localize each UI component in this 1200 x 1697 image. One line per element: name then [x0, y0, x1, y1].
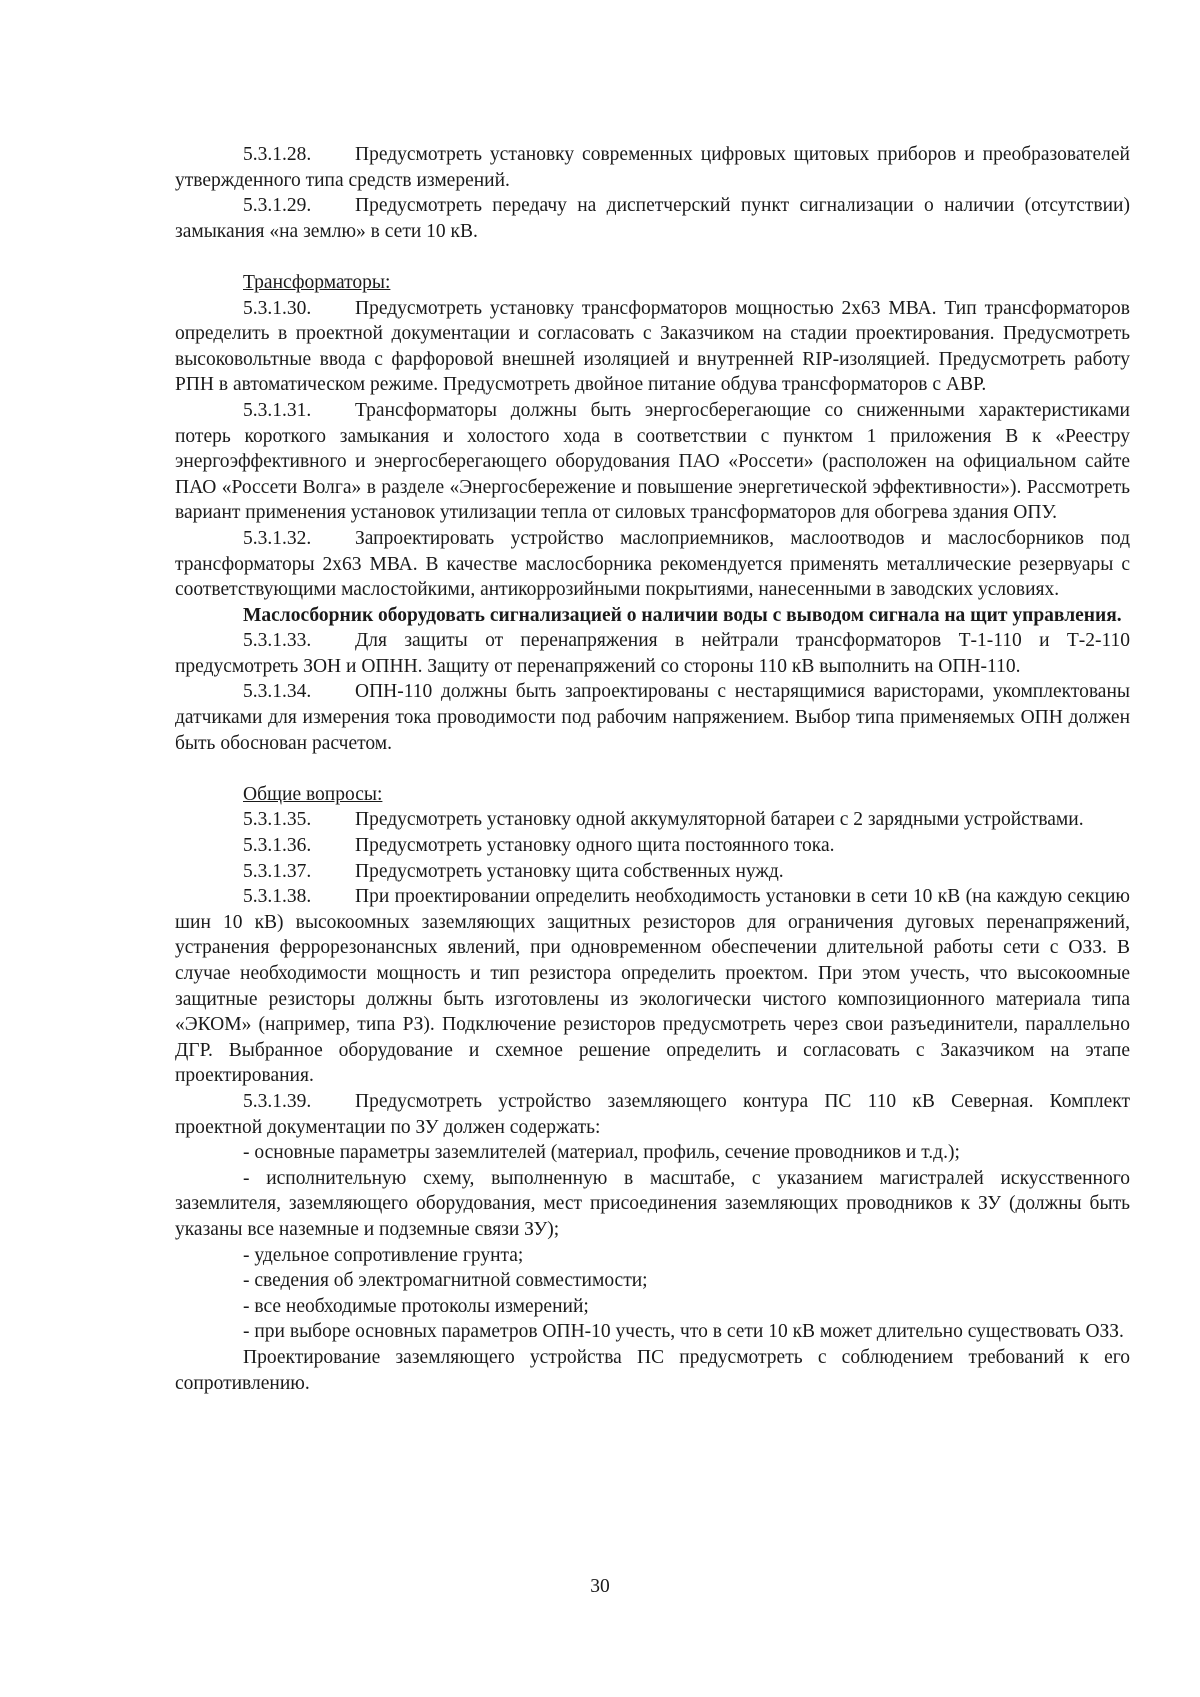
clause-text: Предусмотреть установку щита собственных нужд.: [355, 860, 784, 882]
clause-text: При проектировании определить необходимость установки в сети 10 кВ (на каждую секцию шин 10 кВ) высокоомных заземляющих защитных резисторов для ограничения дуговых перенапряжений, устранения феррорезонансных явлений, при одновременном обеспечении длительной работы сети с ОЗЗ. В случае необходимости мощность и тип резистора определить проектом. При этом учесть, что высокоомные защитные резисторы должны быть изготовлены из экологически чистого композиционного материала типа «ЭКОМ» (например, типа РЗ). Подключение резисторов предусмотреть через свои разъединители, параллельно ДГР. Выбранное оборудование и схемное решение определить и согласовать с Заказчиком на этапе проектирования.: [175, 886, 1130, 1087]
clause-number: 5.3.1.31.: [243, 399, 312, 421]
clause-5-3-1-39: [175, 1089, 1130, 1140]
clause-number: 5.3.1.37.: [243, 860, 312, 882]
page-number: 30: [590, 1576, 610, 1597]
spacer: [175, 244, 1130, 270]
clause-5-3-1-35: [175, 807, 1130, 833]
clause-text: Предусмотреть установку современных цифровых щитовых приборов и преобразователей утвержденного типа средств измерений.: [175, 144, 1130, 191]
document-body: [175, 142, 1130, 1396]
clause-number: 5.3.1.34.: [243, 681, 312, 703]
bold-note-oil-collector: Маслосборник оборудовать сигнализацией о наличии воды с выводом сигнала на щит управления.: [243, 604, 1122, 626]
clause-text: Предусмотреть устройство заземляющего контура ПС 110 кВ Северная. Комплект проектной документации по ЗУ должен содержать:: [175, 1090, 1130, 1138]
clause-number: 5.3.1.28.: [243, 144, 312, 165]
clause-text: Предусмотреть установку одной аккумуляторной батареи с 2 зарядными устройствами.: [355, 809, 1084, 831]
clause-text: Предусмотреть установку одного щита постоянного тока.: [355, 835, 835, 857]
clause-5-3-1-32: [175, 526, 1130, 603]
clause-5-3-1-28: [175, 142, 1130, 193]
clause-number: 5.3.1.30.: [243, 297, 312, 319]
clause-text: Трансформаторы должны быть энергосберегающие со сниженными характеристиками потерь короткого замыкания и холостого хода в соответствии с пунктом 1 приложения В к «Реестру энергоэффективного и энергосберегающего оборудования ПАО «Россети» (расположен на официальном сайте ПАО «Россети Волга» в разделе «Энергосбережение и повышение энергетической эффективности»). Рассмотреть вариант применения установок утилизации тепла от силовых трансформаторов для обогрева здания ОПУ.: [175, 399, 1130, 524]
clause-text: ОПН-110 должны быть запроектированы с нестарящимися варисторами, укомплектованы датчиками для измерения тока проводимости под рабочим напряжением. Выбор типа применяемых ОПН должен быть обоснован расчетом.: [175, 681, 1130, 754]
clause-5-3-1-29: [175, 193, 1130, 244]
clause-number: 5.3.1.32.: [243, 527, 312, 549]
clause-text: Предусмотреть установку трансформаторов мощностью 2х63 МВА. Тип трансформаторов определить в проектной документации и согласовать с Заказчиком на стадии проектирования. Предусмотреть высоковольтные ввода с фарфоровой внешней изоляцией и внутренней RIP-изоляцией. Предусмотреть работу РПН в автоматическом режиме. Предусмотреть двойное питание обдува трансформаторов с АВР.: [175, 297, 1130, 396]
clause-text: Запроектировать устройство маслоприемников, маслоотводов и маслосборников под трансформаторы 2х63 МВА. В качестве маслосборника рекомендуется применять металлические резервуары с соответствующими маслостойкими, антикоррозийными покрытиями, нанесенными в заводских условиях.: [175, 527, 1130, 601]
list-item: - удельное сопротивление грунта;: [243, 1244, 524, 1266]
clause-5-3-1-33: [175, 628, 1130, 679]
clause-5-3-1-34: [175, 679, 1130, 756]
list-item: - при выборе основных параметров ОПН-10 учесть, что в сети 10 кВ может длительно существовать ОЗЗ.: [243, 1321, 1124, 1343]
list-item: - сведения об электромагнитной совместимости;: [243, 1270, 648, 1292]
clause-5-3-1-38: [175, 884, 1130, 1089]
clause-number: 5.3.1.33.: [243, 630, 312, 652]
clause-5-3-1-37: [175, 859, 1130, 885]
list-item: - основные параметры заземлителей (материал, профиль, сечение проводников и т.д.);: [243, 1142, 960, 1164]
clause-5-3-1-36: [175, 833, 1130, 859]
section-heading-general: Общие вопросы:: [243, 783, 383, 805]
clause-number: 5.3.1.35.: [243, 809, 312, 831]
spacer: [175, 756, 1130, 782]
section-heading-transformers: Трансформаторы:: [243, 271, 391, 293]
clause-number: 5.3.1.29.: [243, 195, 312, 217]
closing-paragraph: Проектирование заземляющего устройства ПС предусмотреть с соблюдением требований к его сопротивлению.: [175, 1346, 1130, 1394]
clause-number: 5.3.1.39.: [243, 1090, 312, 1112]
list-item: - исполнительную схему, выполненную в масштабе, с указанием магистралей искусственного заземлителя, заземляющего оборудования, мест присоединения заземляющих проводников к ЗУ (должны быть указаны все наземные и подземные связи ЗУ);: [175, 1167, 1130, 1240]
list-item: - все необходимые протоколы измерений;: [243, 1295, 589, 1317]
clause-text: Для защиты от перенапряжения в нейтрали трансформаторов Т-1-110 и Т-2-110 предусмотреть ЗОН и ОПНН. Защиту от перенапряжений со стороны 110 кВ выполнить на ОПН-110.: [175, 630, 1130, 677]
clause-number: 5.3.1.36.: [243, 835, 312, 857]
clause-number: 5.3.1.38.: [243, 886, 312, 908]
clause-5-3-1-30: [175, 296, 1130, 398]
clause-text: Предусмотреть передачу на диспетчерский пункт сигнализации о наличии (отсутствии) замыкания «на землю» в сети 10 кВ.: [175, 195, 1130, 242]
clause-5-3-1-31: [175, 398, 1130, 526]
